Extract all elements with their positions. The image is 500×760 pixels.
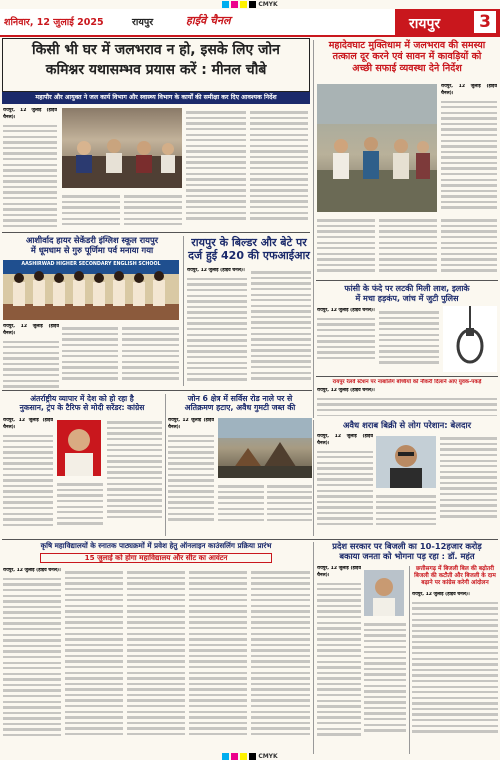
story4-dateline: रायपुर, 12 जुलाई (हाईवे चैनल)।: [187, 268, 245, 273]
story7-column-1: [3, 418, 53, 536]
story8-column-3: [267, 482, 312, 536]
riverside-inspection-photo-icon: [317, 84, 437, 212]
spokesperson-portrait-icon: [57, 420, 101, 476]
story11-dateline: रायपुर, 12 जुलाई (हाईवे चैनल)।: [317, 566, 361, 578]
story9-column-3: [440, 434, 497, 536]
story1-column-5: [186, 108, 246, 228]
story2-headline: [316, 40, 498, 74]
story9-headline: अवैध शराब बिक्री से लोग परेशान: बेलदार: [342, 420, 472, 430]
story1-headline-line1: किसी भी घर में जलभराव न हो, इसके लिए जोन: [32, 42, 280, 58]
story7-portrait: [57, 420, 101, 476]
story3-photo: [3, 260, 179, 320]
story1-headline: [2, 38, 310, 92]
story5-column-1: [317, 308, 375, 372]
story1-column-1: [3, 108, 57, 228]
story7-headline-line2: नुकसान, ट्रंप के टैरिफ से मोदी सरेंडर: कांग्रेस: [19, 403, 145, 413]
story10-dateline: रायपुर, 12 जुलाई (हाईवे चैनल)।: [3, 568, 61, 573]
divider: [316, 376, 498, 377]
story11-headline: [316, 542, 498, 562]
bottom-registration-strip: [0, 752, 500, 760]
story5-noose-graphic: [443, 306, 497, 372]
page-number: 3: [474, 11, 496, 33]
story10-headline: [2, 542, 310, 563]
story8-dateline: रायपुर, 12 जुलाई (हाईवे चैनल)।: [168, 418, 214, 430]
story5-dateline: रायपुर, 12 जुलाई (हाईवे चैनल)।: [317, 308, 375, 313]
header-city: रायपुर: [132, 17, 154, 28]
section-band: [395, 9, 500, 37]
story10-headline-line2: 15 जुलाई को होगा महाविद्यालय और सीट का आवंटन: [40, 553, 272, 564]
story3-headline-line1: आशीर्वाद हायर सेकेंडरी इंग्लिश स्कूल रायपुर: [25, 235, 159, 245]
story9-dateline: रायपुर, 12 जुलाई (हाईवे चैनल)।: [317, 434, 373, 446]
school-stage-photo-icon: [3, 260, 179, 320]
story11-portrait: [364, 570, 404, 616]
column-divider: [313, 420, 314, 536]
header-left-band: [0, 9, 395, 37]
story8-column-2: [218, 482, 264, 536]
meeting-photo-icon: [62, 108, 182, 188]
cmyk-label-bottom: CMYK: [258, 752, 278, 760]
print-registration-strip: [0, 0, 500, 8]
story5-column-2: [379, 308, 439, 372]
story4-headline: [187, 236, 311, 262]
column-divider: [409, 566, 410, 754]
story4-headline-line1: रायपुर के बिल्डर और बेटे पर: [191, 236, 307, 249]
story5-headline-line2: में मचा हड़कंप, जांच में जुटी पुलिस: [355, 293, 459, 303]
story4-column-2: [251, 268, 311, 388]
story2-headline-line2: तत्काल दूर करने एवं सावन में कावड़ियों को: [332, 51, 482, 63]
column-divider: [183, 236, 184, 386]
issue-date: शनिवार, 12 जुलाई 2025: [4, 17, 104, 28]
story1-column-3: [62, 192, 120, 228]
story3-column-2: [62, 324, 118, 388]
story6-body: [317, 388, 497, 416]
story1-subhead: महापौर और आयुक्त ने जल कार्य विभाग और स्वास्थ्य विभाग के कार्यों की समीक्षा कर दिए आवश्यक निर्देश: [2, 92, 310, 104]
story3-dateline: रायपुर, 12 जुलाई (हाईवे चैनल)।: [3, 324, 59, 336]
politician-portrait-icon: [364, 570, 404, 616]
cmyk-label: CMYK: [258, 0, 278, 8]
story11-headline-line1: प्रदेश सरकार पर बिजली का 10-12हजार करोड़: [332, 541, 482, 551]
newspaper-name: हाईवे चैनल: [186, 14, 231, 27]
story10-headline-line1: कृषि महाविद्यालयों के स्नातक पाठ्यक्रमों में प्रवेश हेतु ऑनलाइन काउंसलिंग प्रक्रिया प्रारंभ: [40, 541, 272, 550]
story10-column-4: [189, 568, 247, 754]
column-divider: [165, 394, 166, 536]
story2-headline-line3: अच्छी सफाई व्यवस्था देने निर्देश: [352, 62, 462, 74]
story1-column-6: [250, 108, 308, 228]
story5-headline-line1: फांसी के फंदे पर लटकी मिली लाश, इलाके: [344, 284, 470, 293]
column-divider: [313, 40, 314, 418]
story9-column-1: [317, 434, 373, 536]
story8-headline-line2: अतिक्रमण हटाए, अवैध गुमटी जब्त की: [184, 403, 296, 413]
divider: [2, 390, 312, 391]
story7-column-3: [107, 418, 162, 536]
story2-column-5: [441, 216, 497, 276]
story1-dateline: रायपुर, 12 जुलाई (हाईवे चैनल)।: [3, 108, 57, 120]
story12-column-1: [412, 592, 498, 754]
column-divider: [313, 542, 314, 754]
story3-headline-line2: में धूमधाम से गुरु पूर्णिमा पर्व मनाया गया: [30, 244, 154, 255]
story2-column-4: [379, 216, 437, 276]
divider: [316, 280, 498, 281]
story11-headline-line2: बकाया जनता को भोगना पड़ रहा : डॉ. महंत: [339, 550, 475, 561]
story12-headline-line1: छत्तीसगढ़ में बिजली बिल की बढ़ोतरी: [415, 566, 495, 572]
story8-column-1: [168, 418, 214, 536]
story7-headline: [2, 394, 162, 412]
story11-column-2: [364, 620, 406, 754]
noose-icon: [443, 306, 497, 372]
section-name: रायपुर: [409, 16, 441, 32]
story1-photo: [62, 108, 182, 188]
story10-column-2: [65, 568, 123, 754]
story3-column-3: [122, 324, 179, 388]
story2-column-2: [441, 84, 497, 212]
story10-column-5: [251, 568, 310, 754]
story10-column-1: [3, 568, 61, 754]
divider: [2, 232, 310, 233]
demolition-site-photo-icon: [218, 418, 312, 478]
story2-headline-line1: महादेवघाट मुक्तिधाम में जलभराव की समस्या: [328, 40, 486, 51]
school-banner-text: AASHIRWAD HIGHER SECONDARY ENGLISH SCHOOL: [21, 262, 161, 267]
story6-headline: रायपुर रेलवे स्टेशन पर नाबालिग बच्चियों को नौकरी दिलाने आए युवक-पकड़े: [332, 379, 482, 385]
story5-headline: [316, 284, 498, 303]
story9-column-2: [376, 492, 436, 536]
story12-dateline: रायपुर, 12 जुलाई (हाईवे चैनल)।: [412, 592, 470, 597]
story7-headline-line1: अंतर्राष्ट्रीय व्यापार में देश को हो रहा है: [30, 394, 134, 403]
story6-dateline: रायपुर, 12 जुलाई (हाईवे चैनल)।: [317, 388, 375, 393]
story2-dateline: रायपुर, 12 जुलाई (हाईवे चैनल)।: [441, 84, 497, 96]
story8-headline: [168, 394, 312, 413]
story2-photo: [317, 84, 437, 212]
story12-headline-line3: बढ़ाने पर कांग्रेस करेगी आंदोलन: [421, 579, 489, 586]
story1-column-4: [124, 192, 182, 228]
story12-headline: [412, 566, 498, 587]
story12-headline-line2: बिजली की कटौती और बिजली के दाम: [414, 572, 496, 579]
page-header: [0, 9, 500, 35]
story2-column-3: [317, 216, 375, 276]
story10-column-3: [127, 568, 185, 754]
story1-headline-line2: कमिश्नर यथासम्भव प्रयास करें : मीनल चौबे: [45, 61, 267, 78]
story7-dateline: रायपुर, 12 जुलाई (हाईवे चैनल)।: [3, 418, 53, 430]
story11-column-1: [317, 566, 361, 754]
story3-column-1: [3, 324, 59, 388]
story8-headline-line1: जोन 6 क्षेत्र में सर्विस रोड नाले पर से: [187, 394, 293, 403]
story4-headline-line2: दर्ज हुई 420 की एफआईआर: [188, 249, 310, 263]
story8-photo: [218, 418, 312, 478]
story7-column-2: [57, 480, 103, 536]
complainant-portrait-icon: [376, 436, 436, 488]
divider: [2, 539, 498, 540]
story4-column-1: [187, 268, 247, 388]
story9-portrait: [376, 436, 436, 488]
story3-headline: [2, 236, 182, 256]
